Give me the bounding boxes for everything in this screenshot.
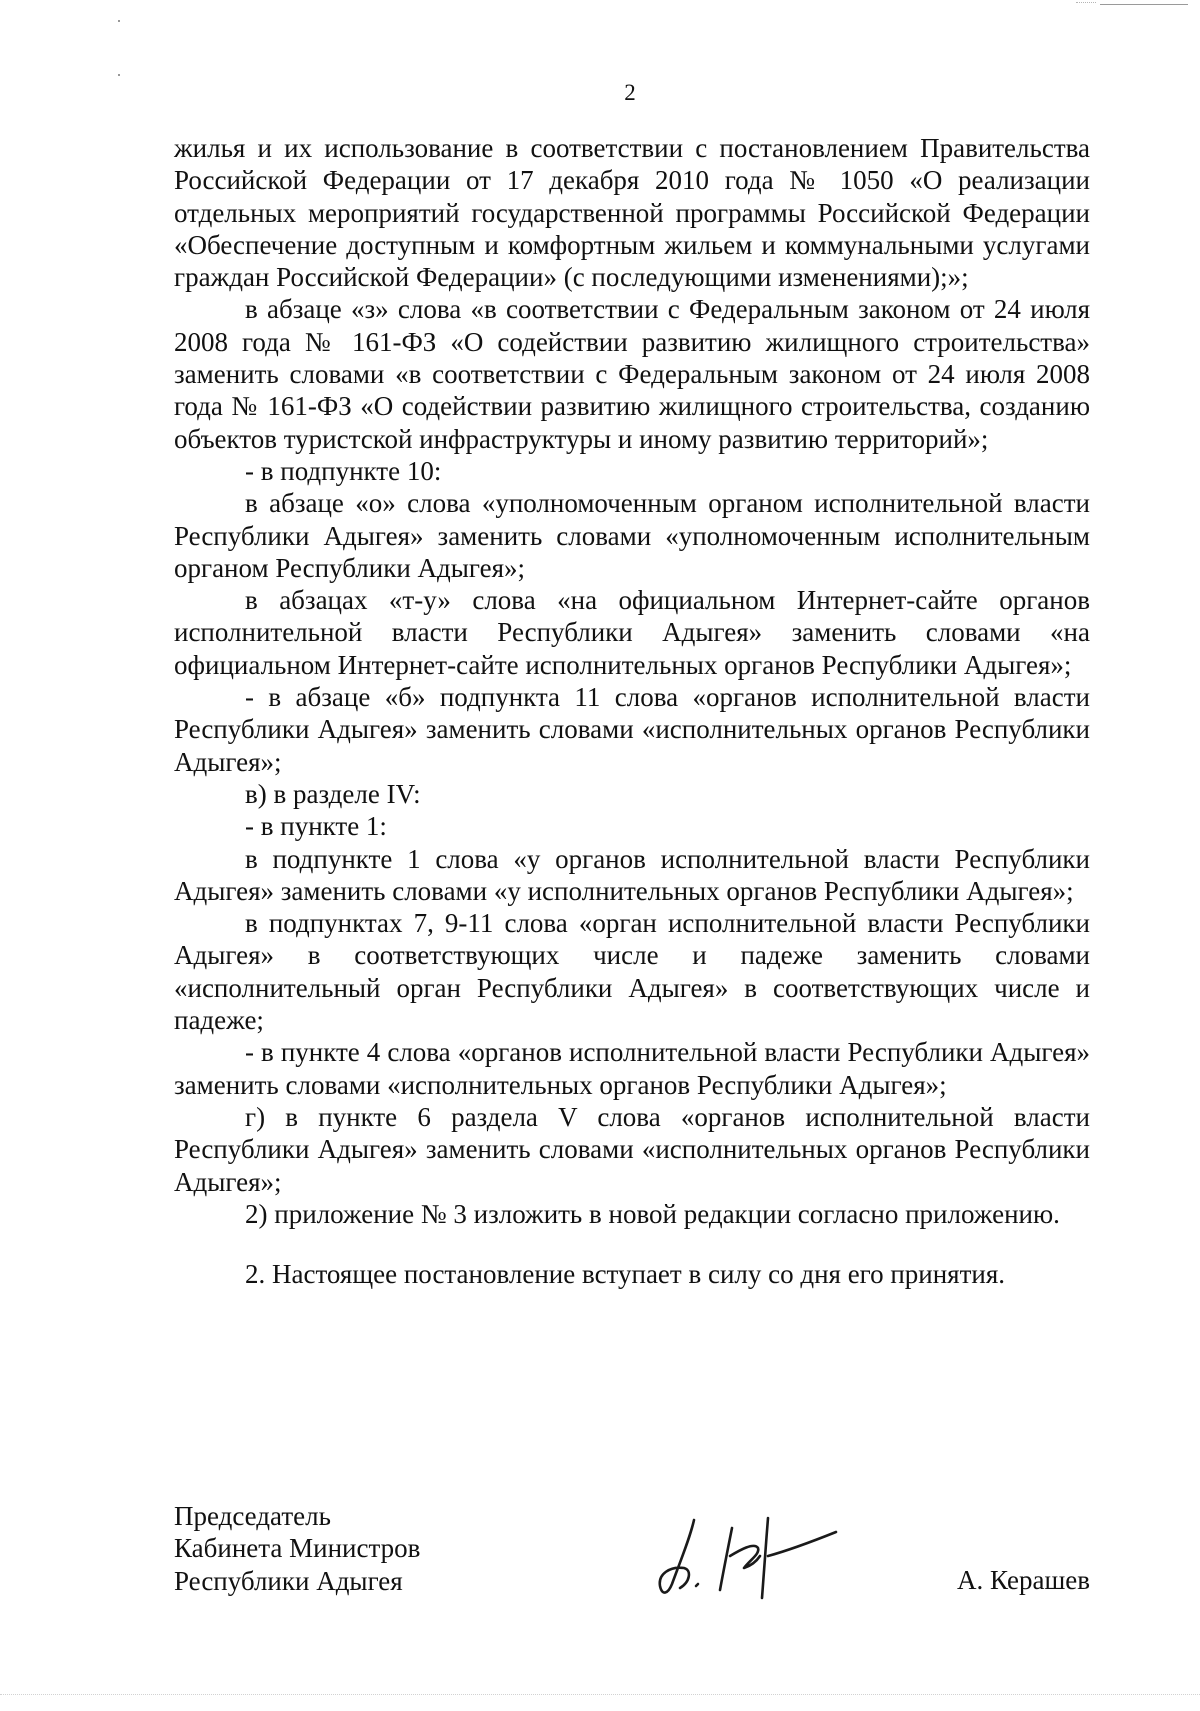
signature-block [174,1500,1090,1620]
scan-artifact-line [1100,4,1188,5]
paragraph: жилья и их использование в соответствии с постановлением Правительства Российской Федерации от 17 декабря 2010 года № 1050 «О реализации отдельных мероприятий государственной программы Российской Федерации «Обеспечение доступным и комфортным жильем и коммунальными услугами граждан Российской Федерации» (с последующими изменениями);»; [174,133,1090,293]
paragraph: - в пункте 1: [245,811,387,842]
signer-title [174,1500,420,1597]
paragraph: в подпункте 1 слова «у органов исполнительной власти Республики Адыгея» заменить словами «у исполнительных органов Республики Адыгея»; [174,843,1090,906]
scan-speck [118,20,120,22]
paragraph: - в подпункте 10: [245,455,442,486]
paragraph: г) в пункте 6 раздела V слова «органов исполнительной власти Республики Адыгея» заменить словами «исполнительных органов Республики Адыгея»; [174,1101,1090,1197]
paragraph: - в пункте 4 слова «органов исполнительной власти Республики Адыгея» заменить словами «исполнительных органов Республики Адыгея»; [174,1037,1090,1100]
scan-artifact-dots [1076,2,1096,5]
signer-title-line: Кабинета Министров [174,1533,421,1564]
paragraph: 2) приложение № 3 изложить в новой редакции согласно приложению. [245,1198,1060,1229]
page-number: 2 [624,80,636,105]
paragraph-final-clause: 2. Настоящее постановление вступает в силу со дня его принятия. [245,1259,1006,1290]
paragraph: в подпунктах 7, 9-11 слова «орган исполнительной власти Республики Адыгея» в соответствующих числе и падеже заменить словами «исполнительный орган Республики Адыгея» в соответствующих числе и падеже; [174,908,1090,1036]
paragraph: в) в разделе IV: [245,778,421,809]
paragraph: в абзаце «з» слова «в соответствии с Федеральным законом от 24 июля 2008 года № 161-ФЗ «О содействии развитию жилищного строительства» заменить словами «в соответствии с Федеральным законом от 24 июля 2008 года № 161-ФЗ «О содействии развитию жилищного строительства, созданию объектов туристской инфраструктуры и иному развитию территорий»; [174,294,1090,454]
handwritten-signature [650,1506,840,1602]
scan-artifact-bottom [0,1694,1200,1696]
paragraph: - в абзаце «б» подпункта 11 слова «органов исполнительной власти Республики Адыгея» заменить словами «исполнительных органов Республики Адыгея»; [174,682,1090,777]
signer-title-line: Председатель [174,1501,331,1531]
paragraph: в абзаце «о» слова «уполномоченным органом исполнительной власти Республики Адыгея» заменить словами «уполномоченным исполнительным органом Республики Адыгея»; [174,488,1090,583]
paragraph: в абзацах «т-у» слова «на официальном Интернет-сайте органов исполнительной власти Республики Адыгея» заменить словами «на официальном Интернет-сайте исполнительных органов Республики Адыгея»; [174,585,1090,680]
signer-name: А. Керашев [957,1565,1090,1595]
document-body [174,132,1090,1290]
signer-title-line: Республики Адыгея [174,1565,403,1596]
scan-speck [118,74,120,76]
